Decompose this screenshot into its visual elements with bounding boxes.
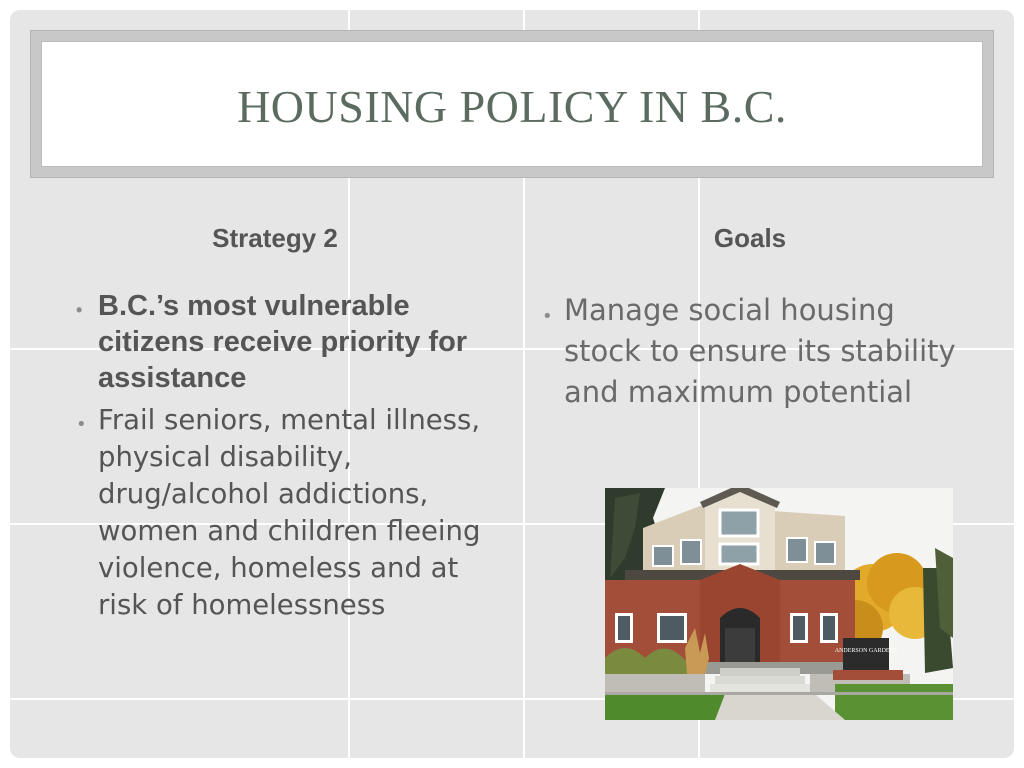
building-photo bbox=[605, 488, 953, 720]
bullet-dot-icon: • bbox=[76, 414, 87, 435]
bullet-item bbox=[72, 402, 512, 624]
bullet-dot-icon: • bbox=[542, 306, 553, 327]
bullet-text: Manage social housing stock to ensure its stability and maximum potential bbox=[564, 293, 956, 409]
bullet-text: Frail seniors, mental illness, physical disability, drug/alcohol addictions, women and children fleeing violence, homeless and at risk of homelessness bbox=[98, 404, 481, 621]
left-bullet-list bbox=[72, 288, 512, 624]
bullet-item bbox=[72, 288, 512, 396]
bullet-item bbox=[538, 290, 968, 413]
sign-text: ANDERSON GARDENS bbox=[834, 648, 898, 654]
bullet-dot-icon: • bbox=[76, 300, 83, 320]
left-column-heading: Strategy 2 bbox=[212, 223, 338, 253]
right-column-heading: Goals bbox=[713, 223, 787, 253]
bullet-text: B.C.’s most vulnerable citizens receive priority for assistance bbox=[98, 290, 468, 394]
title-box bbox=[41, 41, 983, 167]
right-bullet-list bbox=[538, 290, 968, 413]
title-frame bbox=[30, 30, 994, 178]
slide-title: HOUSING POLICY IN B.C. bbox=[237, 80, 787, 132]
slide bbox=[10, 10, 1014, 758]
